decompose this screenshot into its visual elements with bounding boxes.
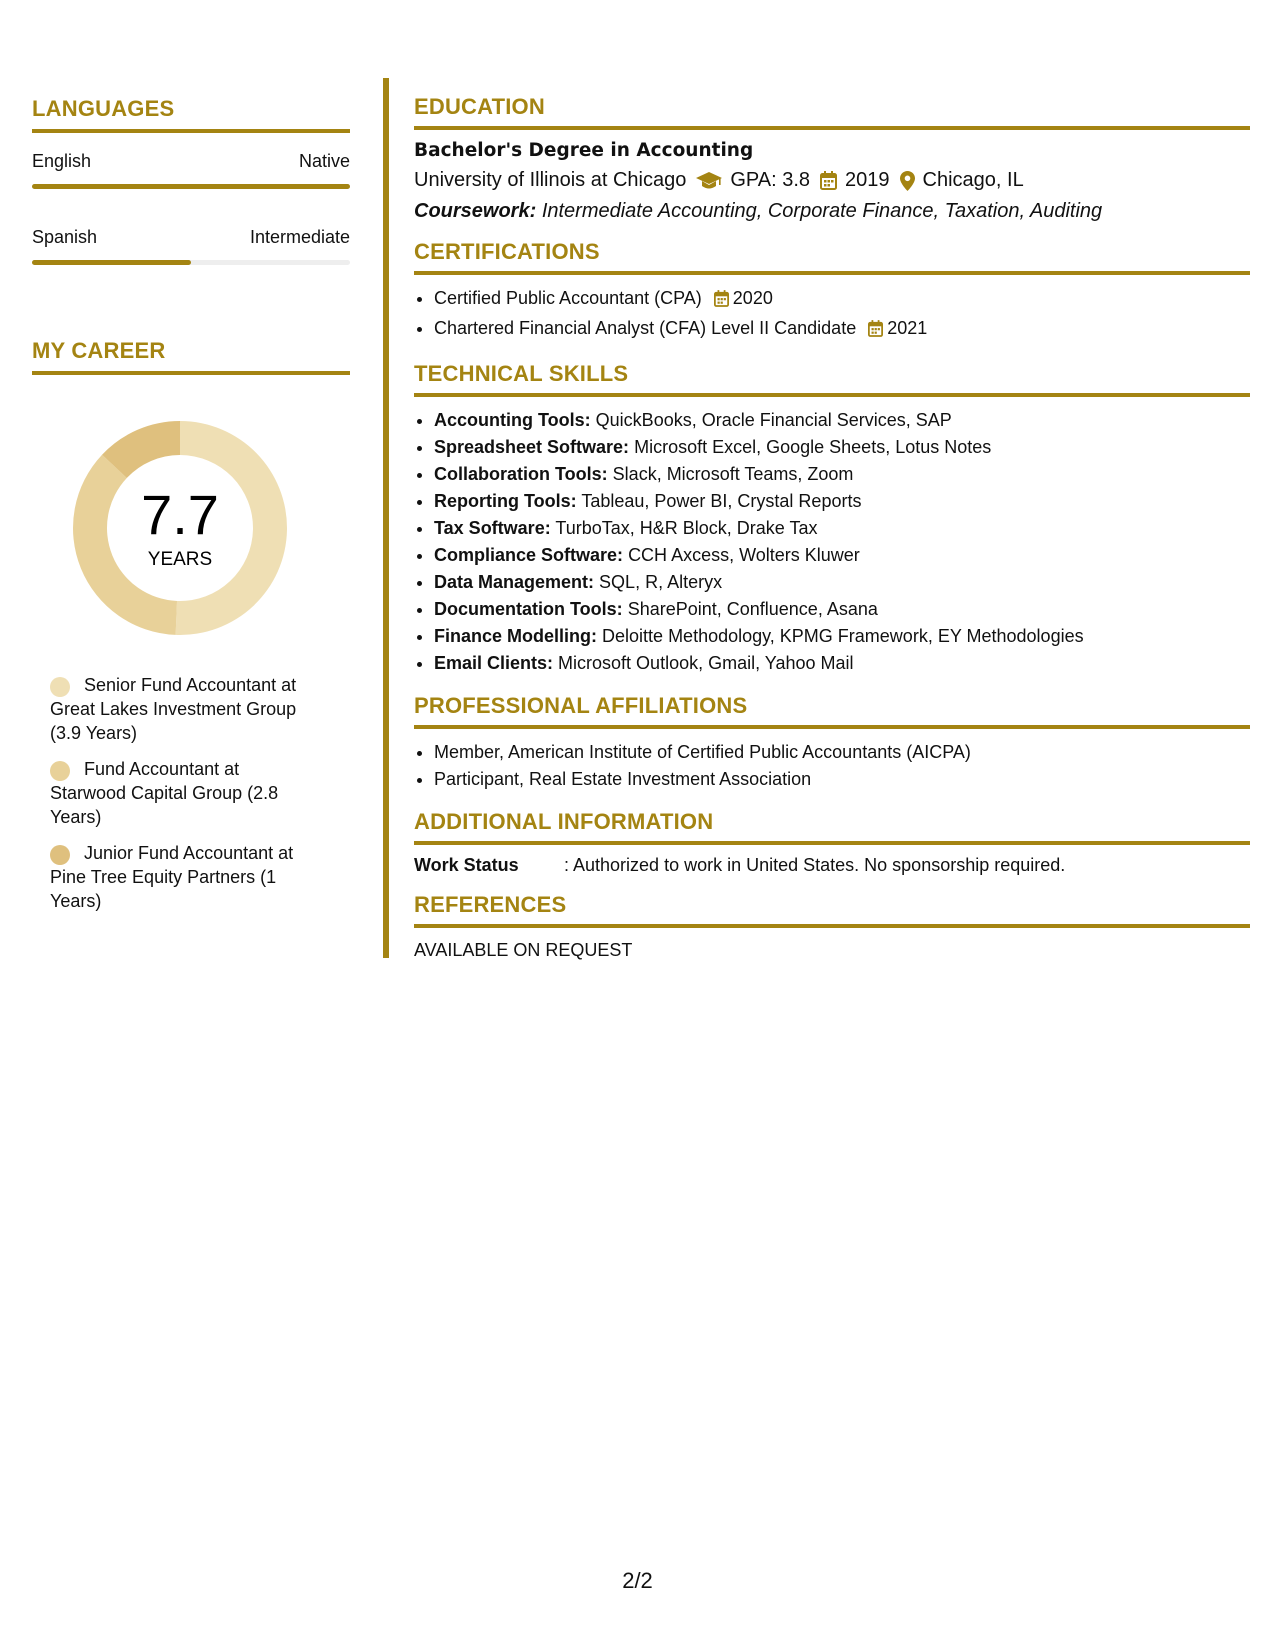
education-school: University of Illinois at Chicago — [414, 169, 687, 191]
career-title: MY CAREER — [32, 338, 350, 375]
language-spanish — [32, 227, 350, 265]
list-item — [434, 650, 1250, 677]
career-donut-chart — [67, 415, 293, 641]
technical-skills-title: TECHNICAL SKILLS — [414, 361, 1250, 397]
additional-info-section — [414, 809, 1250, 876]
affiliations-title: PROFESSIONAL AFFILIATIONS — [414, 693, 1250, 729]
language-proficiency-bar — [32, 184, 350, 189]
skill-value: Microsoft Excel, Google Sheets, Lotus Notes — [634, 437, 992, 457]
skill-label: Email Clients: — [434, 653, 554, 673]
career-total-unit: YEARS — [147, 549, 213, 570]
references-title: REFERENCES — [414, 892, 1250, 928]
skill-label: Tax Software: — [434, 518, 551, 538]
certifications-list — [414, 285, 1250, 345]
skill-value: SQL, R, Alteryx — [599, 572, 723, 592]
career-section — [32, 338, 350, 925]
page-indicator: 2/2 — [622, 1568, 653, 1593]
skill-value: QuickBooks, Oracle Financial Services, SAP — [595, 410, 952, 430]
work-status-row — [414, 855, 1250, 876]
legend-dot-icon — [50, 845, 70, 865]
language-proficiency-fill — [32, 184, 350, 189]
list-item — [434, 596, 1250, 623]
language-level: Native — [298, 151, 350, 171]
skill-value: CCH Axcess, Wolters Kluwer — [628, 545, 860, 565]
references-section — [414, 892, 1250, 961]
education-section — [414, 94, 1250, 223]
skill-value: Slack, Microsoft Teams, Zoom — [612, 464, 854, 484]
list-item — [434, 315, 1250, 345]
skill-value: TurboTax, H&R Block, Drake Tax — [555, 518, 818, 538]
career-legend-item — [50, 841, 320, 913]
main-content — [414, 94, 1250, 977]
career-legend-item — [50, 757, 320, 829]
languages-title: LANGUAGES — [32, 96, 350, 133]
skill-label: Finance Modelling: — [434, 626, 598, 646]
education-gpa: GPA: 3.8 — [730, 169, 811, 191]
career-job-text: Fund Accountant at Starwood Capital Group (2.8 Years) — [50, 759, 279, 827]
affiliations-section — [414, 693, 1250, 793]
list-item — [434, 569, 1250, 596]
list-item — [434, 407, 1250, 434]
skill-value: Microsoft Outlook, Gmail, Yahoo Mail — [558, 653, 854, 673]
list-item — [434, 542, 1250, 569]
column-divider — [383, 78, 389, 958]
list-item — [434, 515, 1250, 542]
list-item — [434, 434, 1250, 461]
affiliations-list — [414, 739, 1250, 793]
skill-label: Reporting Tools: — [434, 491, 577, 511]
language-english — [32, 151, 350, 189]
career-legend-item — [50, 673, 320, 745]
legend-dot-icon — [50, 677, 70, 697]
skills-list — [414, 407, 1250, 677]
education-details — [414, 169, 1250, 192]
skill-label: Collaboration Tools: — [434, 464, 608, 484]
calendar-icon — [868, 318, 883, 345]
map-pin-icon — [900, 171, 915, 191]
skill-value: Tableau, Power BI, Crystal Reports — [581, 491, 862, 511]
legend-dot-icon — [50, 761, 70, 781]
skill-label: Compliance Software: — [434, 545, 624, 565]
references-text: AVAILABLE ON REQUEST — [414, 940, 633, 960]
language-level: Intermediate — [249, 227, 350, 247]
career-legend — [50, 673, 320, 913]
education-coursework — [414, 200, 1250, 223]
certification-name: Certified Public Accountant (CPA) — [434, 288, 702, 308]
calendar-icon — [714, 288, 729, 315]
languages-section — [32, 96, 350, 265]
list-item — [434, 461, 1250, 488]
career-job-text: Senior Fund Accountant at Great Lakes Investment Group (3.9 Years) — [50, 675, 297, 743]
list-item — [434, 623, 1250, 650]
skill-value: SharePoint, Confluence, Asana — [627, 599, 878, 619]
language-proficiency-bar — [32, 260, 350, 265]
technical-skills-section — [414, 361, 1250, 677]
list-item — [434, 488, 1250, 515]
certifications-section — [414, 239, 1250, 345]
skill-label: Documentation Tools: — [434, 599, 623, 619]
career-job-text: Junior Fund Accountant at Pine Tree Equity Partners (1 Years) — [50, 843, 294, 911]
work-status-label: Work Status — [414, 855, 519, 875]
list-item: • Participant, Real Estate Investment Association — [434, 766, 1250, 793]
skill-label: Data Management: — [434, 572, 595, 592]
list-item: • Member, American Institute of Certified Public Accountants (AICPA) — [434, 739, 1250, 766]
education-location: Chicago, IL — [922, 169, 1024, 191]
certifications-title: CERTIFICATIONS — [414, 239, 1250, 275]
language-proficiency-fill — [32, 260, 191, 265]
education-degree: Bachelor's Degree in Accounting — [414, 140, 754, 161]
education-year: 2019 — [845, 169, 890, 191]
coursework-label: Coursework: — [414, 200, 537, 222]
language-name: Spanish — [32, 227, 98, 247]
skill-label: Spreadsheet Software: — [434, 437, 630, 457]
additional-info-title: ADDITIONAL INFORMATION — [414, 809, 1250, 845]
calendar-icon — [820, 171, 837, 190]
language-name: English — [32, 151, 92, 171]
skill-value: Deloitte Methodology, KPMG Framework, EY Methodologies — [602, 626, 1084, 646]
certification-name: Chartered Financial Analyst (CFA) Level II Candidate — [434, 318, 857, 338]
coursework-text: Intermediate Accounting, Corporate Finance, Taxation, Auditing — [541, 200, 1103, 222]
education-title: EDUCATION — [414, 94, 1250, 130]
graduation-cap-icon — [696, 172, 722, 190]
career-total — [67, 415, 293, 641]
certification-year: 2021 — [887, 318, 928, 338]
certification-year: 2020 — [732, 288, 773, 308]
work-status-value: : Authorized to work in United States. No sponsorship required. — [564, 855, 1066, 875]
list-item — [434, 285, 1250, 315]
skill-label: Accounting Tools: — [434, 410, 591, 430]
career-total-value: 7.7 — [141, 483, 219, 546]
